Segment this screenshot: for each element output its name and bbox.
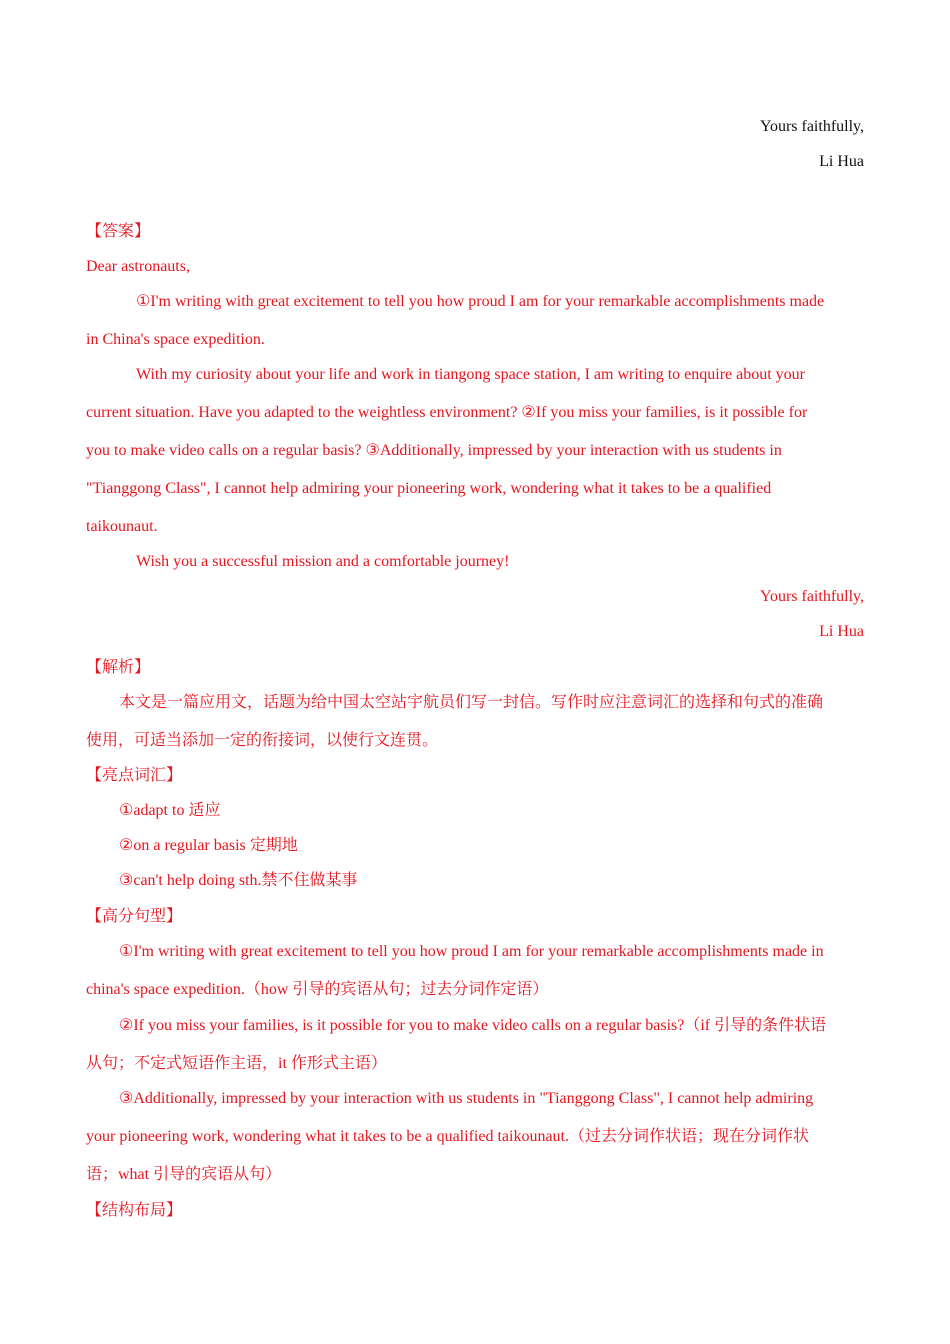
answer-p1-line: in China's space expedition. [86, 331, 265, 348]
top-signature: Li Hua [819, 153, 864, 170]
sentence-line: ②If you miss your families, is it possible for you to make video calls on a regular basis?（if 引导的条件状语 [119, 1017, 827, 1034]
analysis-line: 使用，可适当添加一定的衔接词，以使行文连贯。 [86, 732, 439, 749]
sentence-line: ③Additionally, impressed by your interaction with us students in "Tianggong Class", I cannot help admiring [119, 1090, 814, 1107]
answer-signature: Li Hua [819, 623, 864, 640]
answer-p2-line: taikounaut. [86, 518, 158, 535]
salutation: Dear astronauts, [86, 258, 190, 275]
sentence-line: china's space expedition.（how 引导的宾语从句；过去分词作定语） [86, 981, 549, 998]
answer-p3: Wish you a successful mission and a comfortable journey! [136, 553, 510, 570]
vocab-item: ③can't help doing sth.禁不住做某事 [119, 872, 358, 889]
sentence-line: 从句；不定式短语作主语，it 作形式主语） [86, 1055, 387, 1072]
vocab-item: ②on a regular basis 定期地 [119, 837, 298, 854]
sentence-line: ①I'm writing with great excitement to tell you how proud I am for your remarkable accomplishments made in [119, 943, 824, 960]
sentences-heading: 【高分句型】 [86, 908, 183, 925]
sentence-line: your pioneering work, wondering what it takes to be a qualified taikounaut.（过去分词作状语；现在分词作状 [86, 1128, 809, 1145]
top-sign-off: Yours faithfully, [759, 118, 864, 135]
answer-heading: 【答案】 [86, 223, 151, 240]
vocab-heading: 【亮点词汇】 [86, 767, 183, 784]
structure-heading: 【结构布局】 [86, 1202, 183, 1219]
answer-p2-line: current situation. Have you adapted to the weightless environment? ②If you miss your families, is it possible for [86, 404, 808, 421]
analysis-line: 本文是一篇应用文，话题为给中国太空站宇航员们写一封信。写作时应注意词汇的选择和句式的准确 [119, 694, 824, 711]
answer-p2-line: you to make video calls on a regular basis? ③Additionally, impressed by your interaction with us students in [86, 442, 782, 459]
analysis-heading: 【解析】 [86, 659, 151, 676]
answer-p1-line: ①I'm writing with great excitement to tell you how proud I am for your remarkable accomplishments made [136, 293, 825, 310]
answer-p2-line: With my curiosity about your life and work in tiangong space station, I am writing to enquire about your [136, 366, 805, 383]
answer-sign-off: Yours faithfully, [759, 588, 864, 605]
vocab-item: ①adapt to 适应 [119, 802, 221, 819]
sentence-line: 语；what 引导的宾语从句） [86, 1166, 282, 1183]
answer-p2-line: "Tianggong Class", I cannot help admiring your pioneering work, wondering what it takes to be a qualified [86, 480, 772, 497]
